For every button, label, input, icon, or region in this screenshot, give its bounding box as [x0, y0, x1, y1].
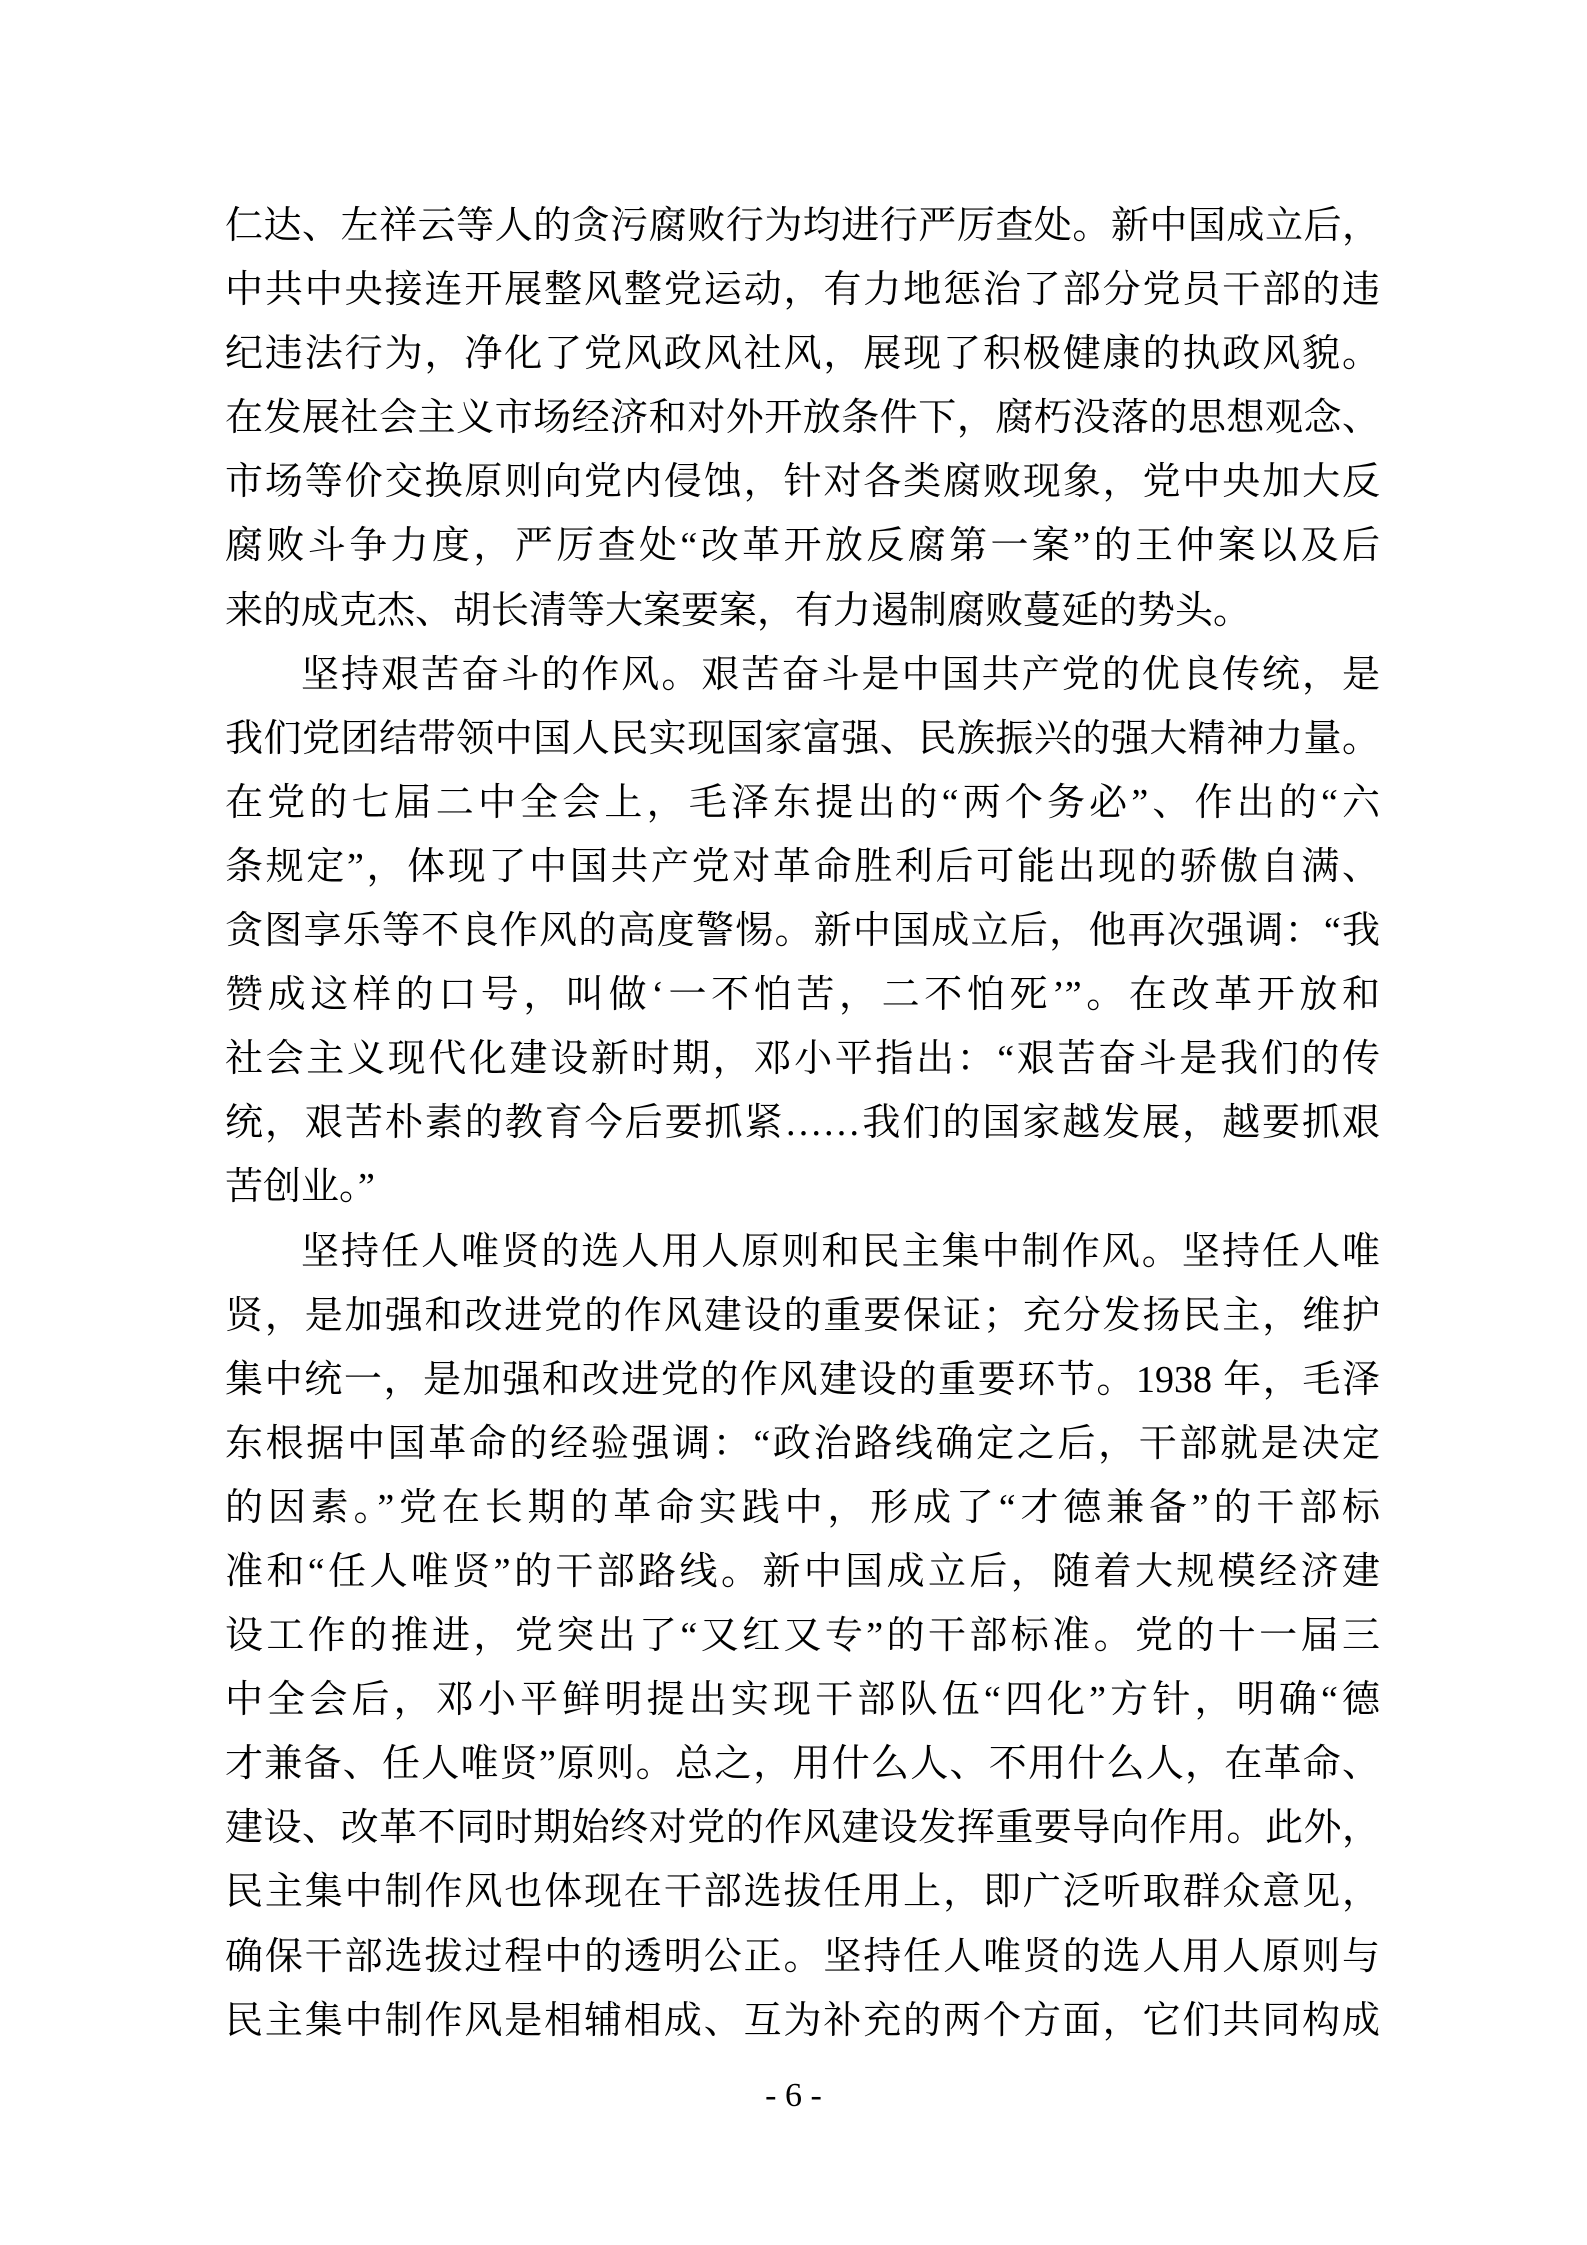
text-line: 集中统一，是加强和改进党的作风建设的重要环节。1938 年，毛泽	[225, 1358, 1380, 1401]
text-line: 在党的七届二中全会上，毛泽东提出的“两个务必”、作出的“六	[225, 781, 1380, 824]
page-number: - 6 -	[765, 2077, 822, 2114]
text-line: 的因素。”党在长期的革命实践中，形成了“才德兼备”的干部标	[225, 1486, 1380, 1529]
text-line: 建设、改革不同时期始终对党的作风建设发挥重要导向作用。此外，	[225, 1807, 1380, 1850]
text-line: 东根据中国革命的经验强调：“政治路线确定之后，干部就是决定	[225, 1422, 1380, 1465]
text-line: 坚持艰苦奋斗的作风。艰苦奋斗是中国共产党的优良传统，是	[301, 653, 1380, 696]
text-line: 才兼备、任人唯贤”原则。总之，用什么人、不用什么人，在革命、	[225, 1743, 1380, 1786]
text-line: 纪违法行为，净化了党风政风社风，展现了积极健康的执政风貌。	[225, 333, 1380, 376]
text-line: 来的成克杰、胡长清等大案要案，有力遏制腐败蔓延的势头。	[225, 589, 1252, 632]
text-line: 仁达、左祥云等人的贪污腐败行为均进行严厉查处。新中国成立后，	[225, 205, 1380, 247]
text-line: 赞成这样的口号，叫做‘一不怕苦，二不怕死’”。在改革开放和	[225, 974, 1380, 1017]
text-line: 条规定”，体现了中国共产党对革命胜利后可能出现的骄傲自满、	[225, 845, 1380, 888]
text-line: 我们党团结带领中国人民实现国家富强、民族振兴的强大精神力量。	[225, 717, 1380, 760]
text-line: 统，艰苦朴素的教育今后要抓紧……我们的国家越发展，越要抓艰	[225, 1102, 1380, 1145]
text-line: 民主集中制作风是相辅相成、互为补充的两个方面，它们共同构成	[225, 1999, 1380, 2042]
text-line: 苦创业。”	[225, 1166, 375, 1209]
text-line: 市场等价交换原则向党内侵蚀，针对各类腐败现象，党中央加大反	[225, 461, 1380, 504]
text-line: 准和“任人唯贤”的干部路线。新中国成立后，随着大规模经济建	[225, 1550, 1380, 1593]
text-line: 社会主义现代化建设新时期，邓小平指出：“艰苦奋斗是我们的传	[225, 1038, 1380, 1081]
text-line: 腐败斗争力度，严厉查处“改革开放反腐第一案”的王仲案以及后	[225, 525, 1380, 568]
text-line: 在发展社会主义市场经济和对外开放条件下，腐朽没落的思想观念、	[225, 397, 1380, 440]
text-line: 中全会后，邓小平鲜明提出实现干部队伍“四化”方针，明确“德	[225, 1679, 1380, 1722]
body-text-block	[225, 194, 1380, 2053]
text-line: 设工作的推进，党突出了“又红又专”的干部标准。党的十一届三	[225, 1615, 1380, 1658]
text-line: 贤，是加强和改进党的作风建设的重要保证；充分发扬民主，维护	[225, 1294, 1380, 1337]
text-line: 中共中央接连开展整风整党运动，有力地惩治了部分党员干部的违	[225, 269, 1380, 312]
text-line: 坚持任人唯贤的选人用人原则和民主集中制作风。坚持任人唯	[301, 1230, 1380, 1273]
text-line: 确保干部选拔过程中的透明公正。坚持任人唯贤的选人用人原则与	[225, 1935, 1380, 1978]
text-line: 贪图享乐等不良作风的高度警惕。新中国成立后，他再次强调：“我	[225, 910, 1380, 953]
text-line: 民主集中制作风也体现在干部选拔任用上，即广泛听取群众意见，	[225, 1871, 1380, 1914]
